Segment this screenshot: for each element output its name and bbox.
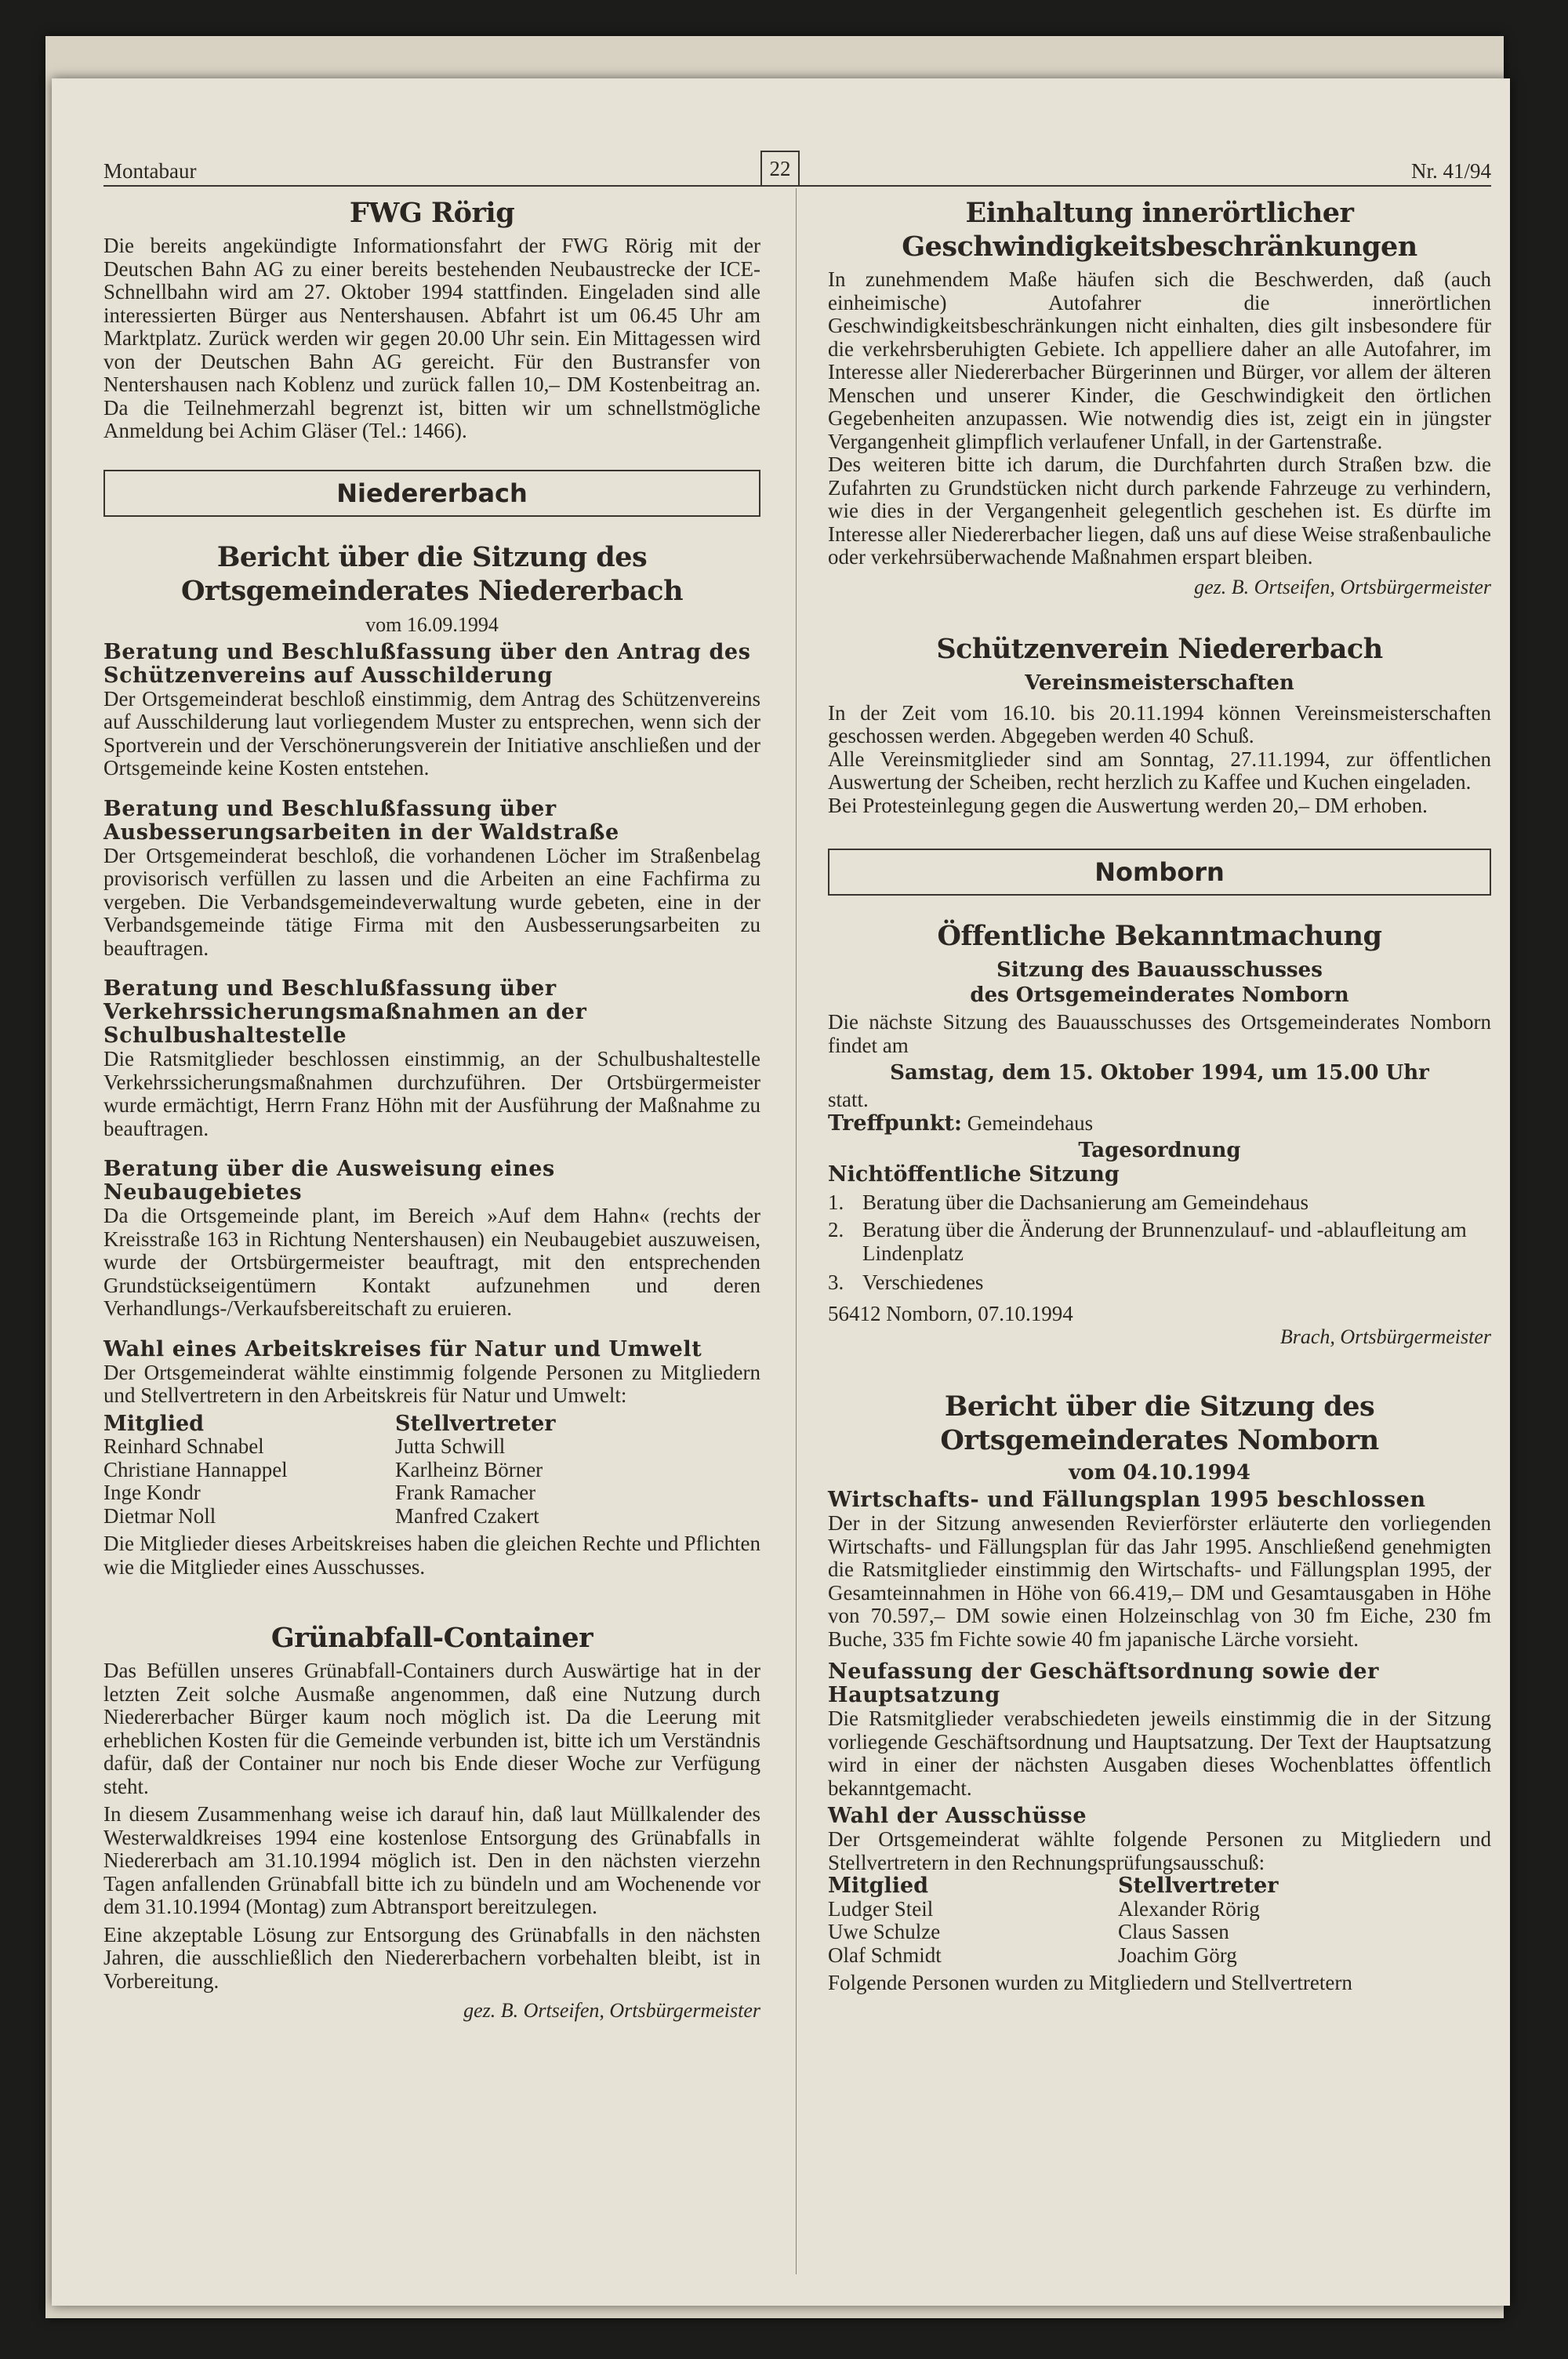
statt-text: statt. (828, 1088, 869, 1111)
nomborn-p1: Die nächste Sitzung des Bauausschusses des Ortsgemeinderates Nomborn findet am (828, 1010, 1491, 1057)
schuetzen-title: Schützenverein Niedererbach (936, 632, 1383, 665)
col-header-member: Mitglied (828, 1874, 929, 1898)
place-date: 56412 Nomborn, 07.10.1994 (828, 1301, 1073, 1325)
item-heading: Beratung über die Ausweisung eines Neubaugebietes (103, 1157, 555, 1205)
page-header (103, 154, 1491, 187)
meeting-date: Samstag, dem 15. Oktober 1994, um 15.00 Uhr (890, 1061, 1429, 1085)
agenda-title: Tagesordnung (1078, 1139, 1241, 1162)
agenda-number: 3. (828, 1270, 844, 1294)
schuetzen-subtitle: Vereinsmeisterschaften (1025, 671, 1294, 695)
nonpublic-label: Nichtöffentliche Sitzung (828, 1162, 1120, 1187)
fwg-title: FWG Rörig (349, 197, 515, 229)
left-column (103, 196, 760, 2023)
member-name: Christiane Hannappel (103, 1457, 288, 1481)
members-table-nomborn (828, 1874, 1491, 1967)
item-heading: Beratung und Beschlußfassung über Verkehrssicherungsmaßnahmen an der Schulbushaltestelle (103, 976, 587, 1048)
item-text: Der in der Sitzung anwesenden Revierförster erläuterte den vorliegenden Wirtschafts- und Fällungsplan für das Jahr 1995. Anschließend genehmigten die Ratsmitglieder einstimmig den Wirtschafts- und Fällungsplan 1995, der Gesamteinnahmen in Höhe von 66.419,– DM und Gesamtausgaben in Höhe von 70.597,– DM sowie einen Holzeinschlag von 30 fm Eiche, 230 fm Buche, 335 fm Fichte sowie 40 fm japanische Lärche vorsieht. (828, 1511, 1491, 1651)
nomborn-title: Öffentliche Bekanntmachung (937, 920, 1382, 952)
schuetzen-p2: Alle Vereinsmitglieder sind am Sonntag, 27.11.1994, zur öffentlichen Auswertung der Scheiben, recht herzlich zu Kaffee und Kuchen eingeladen. (828, 747, 1491, 794)
item-heading: Wirtschafts- und Fällungsplan 1995 beschlossen (828, 1488, 1426, 1512)
issue-number: Nr. 41/94 (1410, 159, 1491, 183)
gruen-p2: In diesem Zusammenhang weise ich darauf hin, daß laut Müllkalender des Westerwaldkreises 1994 eine kostenlose Entsorgung des Grünabfalls in Niedererbach am 31.10.1994 möglich ist. Den in den nächsten vierzehn Tagen anfallenden Grünabfall bitte ich zu bündeln und am Wochenende vor dem 31.10.1994 (Montag) zum Abtransport bereitzulegen. (103, 1802, 760, 1918)
agenda-item (828, 1271, 1491, 1295)
gruen-title: Grünabfall-Container (270, 1622, 593, 1654)
page-content (103, 154, 1491, 2287)
header-town: Montabaur (103, 159, 197, 183)
agenda-text: Verschiedenes (862, 1270, 984, 1294)
nomborn-report-title: Bericht über die Sitzung des Ortsgemeinderates Nomborn (940, 1390, 1379, 1456)
gruen-signature: gez. B. Ortseifen, Ortsbürgermeister (463, 1999, 760, 2022)
agenda-text: Beratung über die Änderung der Brunnenzulauf- und -ablaufleitung am Lindenplatz (862, 1218, 1467, 1265)
deputy-name: Manfred Czakert (395, 1503, 539, 1528)
agenda-number: 1. (828, 1190, 844, 1214)
meeting-point-label: Treffpunkt: (828, 1110, 962, 1136)
meeting-point (828, 1112, 1491, 1136)
niedererbach-report-date: vom 16.09.1994 (365, 612, 499, 636)
page-number: 22 (760, 151, 800, 187)
schuetzen-p1: In der Zeit vom 16.10. bis 20.11.1994 können Vereinsmeisterschaften geschossen werden. Abgegeben werden 40 Schuß. (828, 700, 1491, 747)
column-divider (796, 188, 797, 2274)
deputy-name: Frank Ramacher (395, 1481, 536, 1504)
tempo-signature: gez. B. Ortseifen, Ortsbürgermeister (1194, 575, 1491, 598)
agenda-item (828, 1191, 1491, 1215)
last-line: Folgende Personen wurden zu Mitgliedern und Stellvertretern (828, 1971, 1352, 1994)
agenda-item (828, 1219, 1491, 1265)
agenda-list (828, 1191, 1491, 1295)
item-text: Der Ortsgemeinderat wählte folgende Personen zu Mitgliedern und Stellvertretern in den Rechnungsprüfungsausschuß: (828, 1827, 1491, 1874)
item-heading: Wahl eines Arbeitskreises für Natur und Umwelt (103, 1336, 702, 1361)
item-text: Da die Ortsgemeinde plant, im Bereich »Auf dem Hahn« (rechts der Kreisstraße 163 in Richtung Nentershausen) ein Neubaugebiet auszuweisen, wurde der Ortsbürgermeister beauftragt, mit den entsprechenden Grundstückseigentümern Kontakt aufzunehmen und deren Verhandlungs-/Verkaufsbereitschaft zu eruieren. (103, 1204, 760, 1320)
item-heading: Beratung und Beschlußfassung über Ausbesserungsarbeiten in der Waldstraße (103, 796, 619, 845)
deputy-name: Alexander Rörig (1118, 1896, 1260, 1921)
member-name: Uwe Schulze (828, 1920, 941, 1943)
nomborn-subtitle-1: Sitzung des Bauausschusses (996, 958, 1323, 982)
col-header-deputy: Stellvertreter (395, 1411, 556, 1436)
agenda-number: 2. (828, 1218, 844, 1241)
meeting-point-value: Gemeindehaus (967, 1110, 1094, 1135)
gruen-p1: Das Befüllen unseres Grünabfall-Containers durch Auswärtige hat in der letzten Zeit solche Ausmaße angenommen, daß eine Nutzung durch Niedererbacher Bürger kaum noch möglich ist. Da die Leerung mit erheblichen Kosten für die Gemeinde verbunden ist, bitte ich um Verständnis dafür, daß der Container nur noch bis Ende dieser Woche zur Verfügung steht. (103, 1659, 760, 1798)
item-text: Der Ortsgemeinderat wählte einstimmig folgende Personen zu Mitgliedern und Stellvertretern in den Arbeitskreis für Natur und Umwelt: (103, 1360, 760, 1407)
fwg-text: Die bereits angekündigte Informationsfahrt der FWG Rörig mit der Deutschen Bahn AG zu einer bereits bestehenden Neubaustrecke der ICE-Schnellbahn wird am 27. Oktober 1994 stattfinden. Eingeladen sind alle interessierten Bürger aus Nentershausen. Abfahrt ist um 06.45 Uhr am Marktplatz. Zurück werden wir gegen 20.00 Uhr sein. Ein Mittagessen wird von der Deutschen Bahn AG gereicht. Für den Bustransfer von Nentershausen nach Koblenz und zurück fallen 10,– DM Kostenbeitrag an. Da die Teilnehmerzahl begrenzt ist, bitten wir um schnellstmögliche Anmeldung bei Achim Gläser (Tel.: 1466). (103, 234, 760, 442)
item-text: Der Ortsgemeinderat beschloß einstimmig, dem Antrag des Schützenvereins auf Ausschilderung laut vorliegendem Muster zu entsprechen, wenn sich der Sportverein und der Verschönerungsverein der Initiative anschließen und der Ortsgemeinde keine Kosten entstehen. (103, 686, 760, 780)
agenda-text: Beratung über die Dachsanierung am Gemeindehaus (862, 1190, 1309, 1214)
item-text: Die Ratsmitglieder beschlossen einstimmig, an der Schulbushaltestelle Verkehrssicherungsmaßnahmen durchzuführen. Der Ortsbürgermeister wurde ermächtigt, Herrn Franz Höhn mit der Ausführung der Maßnahme zu beauftragen. (103, 1047, 760, 1140)
gruen-p3: Eine akzeptable Lösung zur Entsorgung des Grünabfalls in den nächsten Jahren, die ausschließlich den Niedererbachern vorbehalten bleibt, ist in Vorbereitung. (103, 1922, 760, 1993)
tempo-p2: Des weiteren bitte ich darum, die Durchfahrten durch Straßen bzw. die Zufahrten zu Grundstücken nicht durch parkende Fahrzeuge zu verhindern, wie dies in der Vergangenheit gelegentlich geschehen ist. Es dürfte im Interesse aller Niedererbacher liegen, daß uns auf diese Weise straßenbauliche oder verkehrsüberwachende Maßnahmen erspart bleiben. (828, 453, 1491, 569)
deputy-name: Claus Sassen (1118, 1920, 1229, 1943)
deputy-name: Karlheinz Börner (395, 1457, 543, 1481)
deputy-name: Jutta Schwill (395, 1434, 506, 1458)
item-text: Der Ortsgemeinderat beschloß, die vorhandenen Löcher im Straßenbelag provisorisch verfüllen zu lassen und die Arbeiten an eine Fachfirma zu vergeben. Die Verbandsgemeindeverwaltung wurde gebeten, eine in der Verbandsgemeinde tätige Firma mit den Ausbesserungsarbeiten zu beauftragen. (103, 843, 760, 960)
member-name: Olaf Schmidt (828, 1943, 942, 1967)
schuetzen-p3: Bei Protesteinlegung gegen die Auswertung werden 20,– DM erhoben. (828, 793, 1428, 817)
member-name: Dietmar Noll (103, 1503, 216, 1528)
members-note: Die Mitglieder dieses Arbeitskreises haben die gleichen Rechte und Pflichten wie die Mitglieder eines Ausschusses. (103, 1532, 760, 1579)
members-table-niedererbach (103, 1412, 760, 1528)
item-heading: Wahl der Ausschüsse (828, 1804, 1087, 1828)
right-column (828, 196, 1491, 1995)
tempo-p1: In zunehmendem Maße häufen sich die Beschwerden, daß (auch einheimische) Autofahrer die innerörtlichen Geschwindigkeitsbeschränkungen nicht einhalten, dies gilt insbesondere für die verkehrsberuhigten Gebiete. Ich appelliere daher an alle Autofahrer, im Interesse aller Niedererbacher Bürgerinnen und Bürger, vor allem der älteren Menschen und unserer Kinder, die Geschwindigkeit den örtlichen Gegebenheiten anzupassen. Wie notwendig dies ist, zeigt ein in jüngster Vergangenheit glimpflich verlaufener Unfall, in der Gartenstraße. (828, 267, 1491, 453)
col-header-member: Mitglied (103, 1411, 205, 1436)
item-heading: Neufassung der Geschäftsordnung sowie der Hauptsatzung (828, 1659, 1379, 1707)
nomborn-signature: Brach, Ortsbürgermeister (1279, 1325, 1491, 1348)
section-box-niedererbach: Niedererbach (103, 470, 760, 517)
member-name: Reinhard Schnabel (103, 1434, 264, 1458)
item-heading: Beratung und Beschlußfassung über den Antrag des Schützenvereins auf Ausschilderung (103, 639, 751, 688)
niedererbach-report-title: Bericht über die Sitzung des Ortsgemeinderates Niedererbach (180, 540, 684, 607)
section-box-nomborn: Nomborn (828, 849, 1491, 896)
col-header-deputy: Stellvertreter (1118, 1874, 1279, 1898)
deputy-name: Joachim Görg (1118, 1943, 1237, 1967)
member-name: Inge Kondr (103, 1481, 201, 1504)
item-text: Die Ratsmitglieder verabschiedeten jeweils einstimmig die in der Sitzung vorliegende Geschäftsordnung und Hauptsatzung. Der Text der Hauptsatzung wird in einer der nächsten Ausgaben dieses Wochenblattes öffentlich bekanntgemacht. (828, 1707, 1491, 1800)
member-name: Ludger Steil (828, 1896, 934, 1921)
newspaper-page (52, 78, 1510, 2306)
nomborn-subtitle-2: des Ortsgemeinderates Nomborn (970, 983, 1349, 1007)
tempo-title: Einhaltung innerörtlicher Geschwindigkeitsbeschränkungen (902, 197, 1417, 263)
nomborn-report-date: vom 04.10.1994 (1069, 1461, 1250, 1485)
